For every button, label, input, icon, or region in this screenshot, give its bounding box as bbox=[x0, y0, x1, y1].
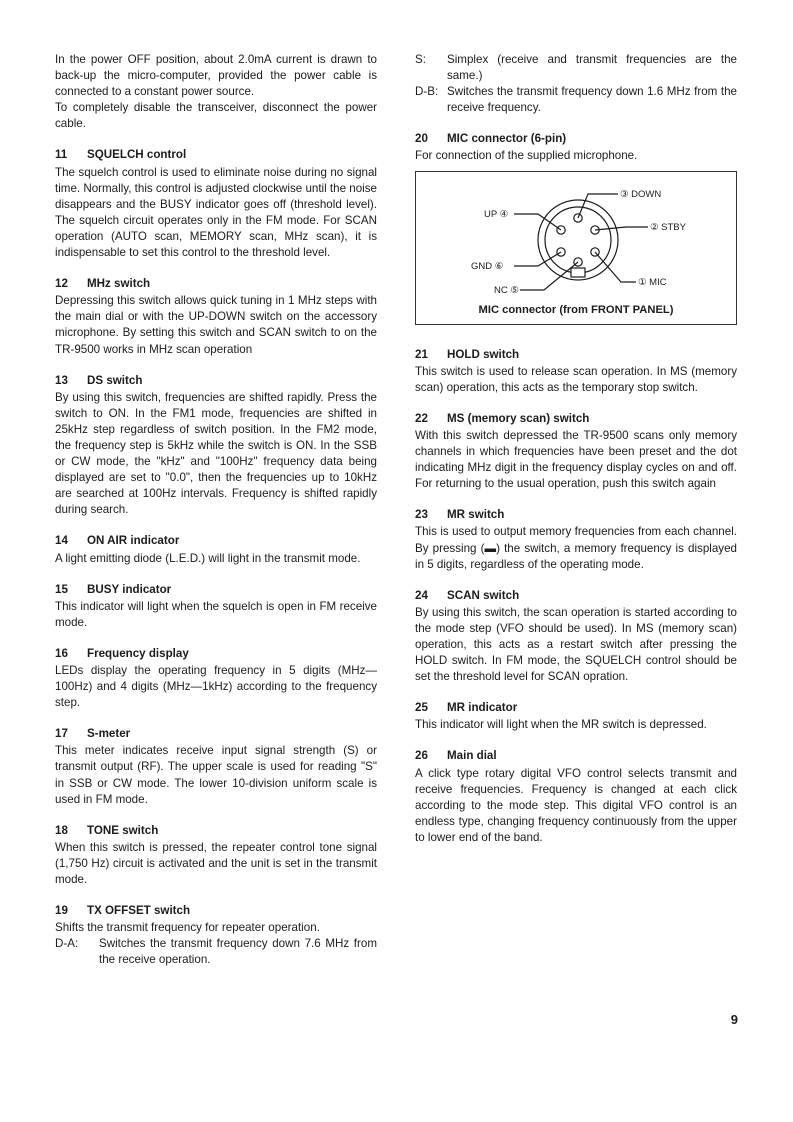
section-body: This indicator will light when the squelch is open in FM receive mode. bbox=[55, 599, 377, 629]
section-heading bbox=[415, 748, 737, 764]
page-number: 9 bbox=[730, 1012, 738, 1027]
section-heading bbox=[55, 646, 377, 662]
section-heading bbox=[415, 507, 737, 523]
section-number: 21 bbox=[415, 347, 428, 361]
section-number: 19 bbox=[55, 904, 68, 918]
section-body: The squelch control is used to eliminate noise during no signal time. Normally, this control is adjusted clockwise until the noise disappears and the BUSY indicator goes off (threshold level). The squelch circuit operates only in the FM mode. For SCAN operation (AUTO scan, MEMORY scan, MHz scan), it is indispensable to set this control to the threshold level. bbox=[55, 165, 377, 260]
section-title: ON AIR indicator bbox=[87, 534, 180, 548]
section bbox=[55, 276, 377, 357]
label-mic: ① MIC bbox=[638, 276, 667, 288]
section-number: 26 bbox=[415, 749, 428, 763]
section-body: This meter indicates receive input signal strength (S) or transmit output (RF). The upper scale is used for reading "S" in SSB or CW mode. The lower 10-division uniform scale is used in FM mode. bbox=[55, 744, 377, 806]
definition-key: S: bbox=[415, 53, 426, 66]
section bbox=[415, 588, 737, 686]
section-number: 22 bbox=[415, 411, 428, 425]
connector-key-notch bbox=[571, 268, 585, 277]
definition-item bbox=[55, 936, 377, 968]
definition-item bbox=[415, 52, 737, 84]
definition-item bbox=[415, 84, 737, 116]
mic-connector-diagram bbox=[416, 172, 736, 324]
section-body: With this switch depressed the TR-9500 scans only memory channels in which frequencies have been preset and the dot indicating MHz digit in the frequency display cycles on and off. For returning to the usual operation, push this switch again bbox=[415, 428, 737, 491]
section-number: 16 bbox=[55, 646, 68, 660]
right-column bbox=[415, 52, 737, 861]
section-body: For connection of the supplied microphone. bbox=[415, 149, 638, 163]
section-title: TX OFFSET switch bbox=[87, 904, 191, 918]
label-stby: ② STBY bbox=[650, 221, 686, 233]
section-body: When this switch is pressed, the repeater control tone signal (1,750 Hz) circuit is activated and the unit is set in the transmit mode. bbox=[55, 840, 377, 887]
section-number: 24 bbox=[415, 588, 428, 602]
section-title: BUSY indicator bbox=[87, 582, 172, 596]
section bbox=[415, 507, 737, 572]
section-title: SCAN switch bbox=[447, 588, 520, 602]
section-heading bbox=[415, 700, 737, 716]
intro-paragraph: In the power OFF position, about 2.0mA current is drawn to back-up the micro-computer, provided the power cable is connected to a constant power source. bbox=[55, 53, 377, 99]
section-heading bbox=[55, 823, 377, 839]
section-heading bbox=[415, 131, 737, 147]
section-number: 20 bbox=[415, 132, 428, 146]
section-number: 23 bbox=[415, 508, 428, 522]
section bbox=[55, 726, 377, 807]
section-body: LEDs display the operating frequency in 5 digits (MHz—100Hz) and 4 digits (MHz—1kHz) according to the frequency step. bbox=[55, 664, 377, 710]
section-body: This switch is used to release scan operation. In MS (memory scan) operation, this acts as the temporary stop switch. bbox=[415, 364, 737, 394]
section-number: 11 bbox=[55, 148, 68, 162]
label-gnd: GND ⑥ bbox=[471, 260, 504, 272]
leader-gnd bbox=[514, 252, 561, 266]
section-body: By using this switch, frequencies are shifted rapidly. Press the switch to ON. In the FM1 mode, frequencies are shifted in 25kHz step regardless of switch position. In the FM2 mode, the frequency step is 5kHz while the switch is ON. In the SSB or CW mode, the "kHz" and "100Hz" frequency data being displayed are set to "0.0", then the frequencies up to 10kHz are searched at 100Hz intervals. Frequency is shifted rapidly during search. bbox=[55, 390, 377, 517]
intro-paragraph: To completely disable the transceiver, disconnect the power cable. bbox=[55, 101, 377, 131]
definition-text: Simplex (receive and transmit frequencies are the same.) bbox=[447, 53, 737, 83]
section-heading bbox=[55, 533, 377, 549]
section-20 bbox=[415, 131, 737, 164]
section-19 bbox=[55, 903, 377, 968]
definition-key: D-A: bbox=[55, 937, 79, 951]
section bbox=[415, 748, 737, 846]
label-up: UP ④ bbox=[484, 208, 509, 220]
section-body: This is used to output memory frequencies from each channel. By pressing (▬) the switch, a memory frequency is displayed in 5 digits, regardless of the operating mode. bbox=[415, 525, 737, 571]
section-body: Shifts the transmit frequency for repeater operation. bbox=[55, 921, 320, 935]
definition-key: D-B: bbox=[415, 85, 439, 99]
section-heading bbox=[55, 276, 377, 292]
section bbox=[55, 147, 377, 261]
section bbox=[415, 411, 737, 492]
left-column bbox=[55, 52, 377, 984]
section-title: MR indicator bbox=[447, 701, 518, 715]
section-title: SQUELCH control bbox=[87, 148, 187, 162]
section-title: S-meter bbox=[87, 727, 131, 741]
section-number: 25 bbox=[415, 701, 428, 715]
figure-caption: MIC connector (from FRONT PANEL) bbox=[478, 304, 674, 317]
section bbox=[415, 347, 737, 396]
section-title: TONE switch bbox=[87, 823, 159, 837]
label-nc: NC ⑤ bbox=[494, 284, 519, 296]
section-title: HOLD switch bbox=[447, 347, 520, 361]
section-heading bbox=[415, 588, 737, 604]
section bbox=[55, 646, 377, 711]
section-number: 18 bbox=[55, 823, 68, 837]
section bbox=[415, 700, 737, 733]
leader-stby bbox=[595, 227, 648, 230]
section-body: Depressing this switch allows quick tuning in 1 MHz steps with the main dial or with the UP-DOWN switch on the accessory microphone. By setting this switch and SCAN switch to on the TR-9500 works in MHz scan operation bbox=[55, 294, 377, 356]
leader-mic bbox=[595, 252, 636, 282]
section-number: 15 bbox=[55, 582, 68, 596]
definition-text: Switches the transmit frequency down 1.6 MHz from the receive frequency. bbox=[447, 85, 737, 115]
section-heading bbox=[55, 147, 377, 163]
section-title: MIC connector (6-pin) bbox=[447, 132, 567, 146]
section-heading bbox=[415, 347, 737, 363]
section-title: Frequency display bbox=[87, 646, 189, 660]
definition-text: Switches the transmit frequency down 7.6 MHz from the receive operation. bbox=[99, 937, 377, 967]
section bbox=[55, 582, 377, 631]
section-body: This indicator will light when the MR switch is depressed. bbox=[415, 718, 707, 732]
section bbox=[55, 533, 377, 566]
section-title: DS switch bbox=[87, 373, 143, 387]
section-number: 17 bbox=[55, 727, 68, 741]
section-heading bbox=[55, 903, 377, 919]
section-body: A click type rotary digital VFO control selects transmit and receive frequencies. Frequency is changed at each click according to the mode step. This digital VFO control is an endless type, changing frequency continuously from the upper to lower end of the band. bbox=[415, 766, 737, 844]
section-title: MR switch bbox=[447, 508, 505, 522]
section-number: 13 bbox=[55, 373, 68, 387]
section-number: 12 bbox=[55, 277, 68, 291]
section-heading bbox=[55, 373, 377, 389]
leader-up bbox=[514, 214, 561, 230]
section bbox=[55, 823, 377, 888]
section-body: A light emitting diode (L.E.D.) will light in the transmit mode. bbox=[55, 551, 361, 565]
section-body: By using this switch, the scan operation is started according to the mode step (VFO should be used). In MS (memory scan) operation, this acts as a restart switch after pressing the HOLD switch. In FM mode, the SQUELCH control should be set the threshold level for SCAN opration. bbox=[415, 605, 737, 684]
section-title: Main dial bbox=[447, 749, 497, 763]
section-heading bbox=[415, 411, 737, 427]
section-title: MHz switch bbox=[87, 277, 151, 291]
section bbox=[55, 373, 377, 519]
section-heading bbox=[55, 726, 377, 742]
section-number: 14 bbox=[55, 534, 68, 548]
section-heading bbox=[55, 582, 377, 598]
label-down: ③ DOWN bbox=[620, 188, 662, 200]
mic-connector-figure bbox=[415, 171, 737, 325]
section-title: MS (memory scan) switch bbox=[447, 411, 590, 425]
